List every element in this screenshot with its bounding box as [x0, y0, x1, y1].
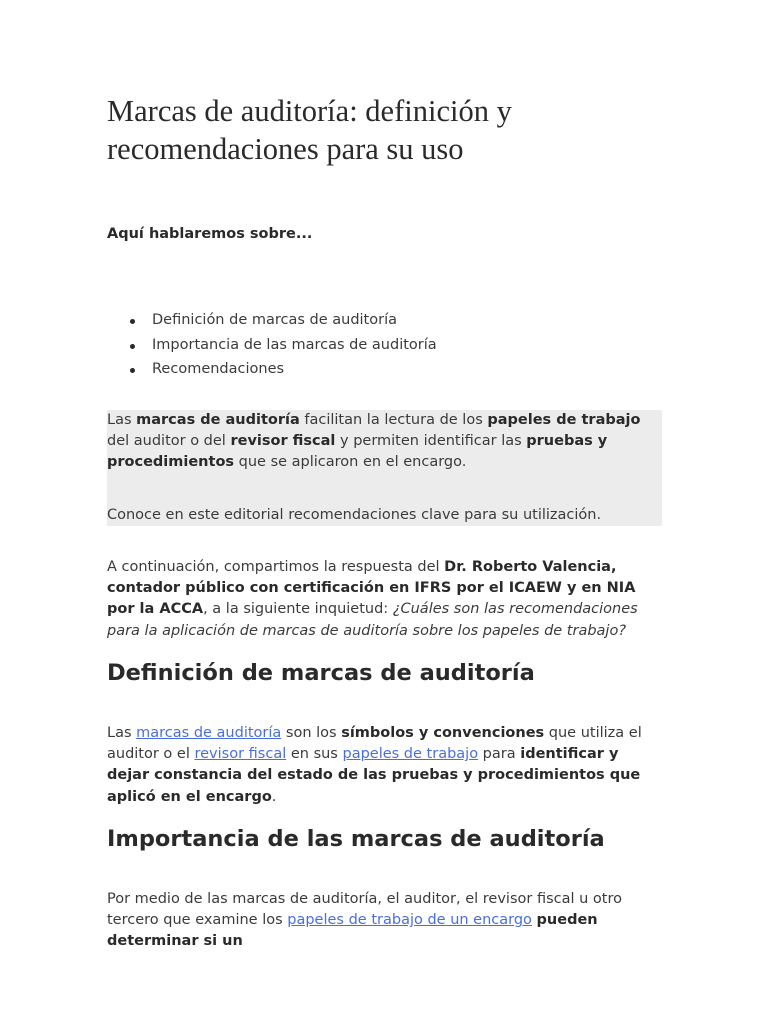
bold-text: marcas de auditoría [136, 412, 300, 428]
text: en sus [286, 746, 343, 763]
text: que se aplicaron en el encargo. [234, 454, 467, 471]
article-title: Marcas de auditoría: definición y recomendaciones para su uso [107, 94, 512, 166]
text: del auditor o del [107, 433, 231, 450]
topics-list [107, 308, 437, 382]
text: que utiliza el auditor o el [107, 725, 642, 763]
text: son los [281, 725, 342, 741]
bold-text: identificar y dejar constancia del estado de las pruebas y procedimientos que aplicó en el encargo [107, 746, 641, 805]
bold-text: revisor fiscal [230, 433, 336, 450]
bold-text: papeles de trabajo [487, 412, 641, 428]
bold-text: pruebas y procedimientos [107, 433, 608, 471]
text: . [271, 788, 277, 805]
bold-text: pueden determinar si un [107, 912, 598, 950]
text: Por medio de las marcas de auditoría, el auditor, el revisor fiscal u otro tercero que examine los [107, 891, 622, 929]
text: facilitan la lectura de los [299, 412, 488, 428]
importancia-paragraph [107, 889, 655, 953]
text: Las [107, 412, 137, 428]
text: Las [107, 725, 137, 741]
highlight-note: Conoce en este editorial recomendaciones clave para su utilización. [107, 507, 602, 523]
topic-item: Recomendaciones [107, 357, 437, 382]
topic-item: Definición de marcas de auditoría [107, 308, 437, 333]
topic-item: Importancia de las marcas de auditoría [107, 333, 437, 358]
link-revisor-fiscal[interactable]: revisor fiscal [194, 746, 287, 763]
highlight-paragraph [107, 410, 655, 474]
italic-question: ¿Cuáles son las recomendaciones para la aplicación de marcas de auditoría sobre los papeles de trabajo? [107, 601, 638, 639]
bold-text: símbolos y convenciones [341, 725, 545, 741]
bold-text: Dr. Roberto Valencia, contador público con certificación en IFRS por el ICAEW y en NIA por la ACCA [107, 559, 636, 618]
link-marcas-de-auditoria[interactable]: marcas de auditoría [136, 725, 282, 741]
text: A continuación, compartimos la respuesta del [107, 559, 445, 575]
text: , a la siguiente inquietud: [203, 601, 393, 618]
section-heading-definicion: Definición de marcas de auditoría [107, 660, 535, 686]
link-papeles-de-trabajo[interactable]: papeles de trabajo [342, 746, 479, 763]
definicion-paragraph [107, 723, 655, 808]
text: para [478, 746, 521, 763]
link-papeles-de-trabajo-encargo[interactable]: papeles de trabajo de un encargo [287, 912, 532, 929]
continuation-paragraph [107, 557, 655, 642]
intro-heading: Aquí hablaremos sobre... [107, 226, 313, 242]
section-heading-importancia: Importancia de las marcas de auditoría [107, 826, 605, 852]
text: y permiten identificar las [335, 433, 527, 450]
